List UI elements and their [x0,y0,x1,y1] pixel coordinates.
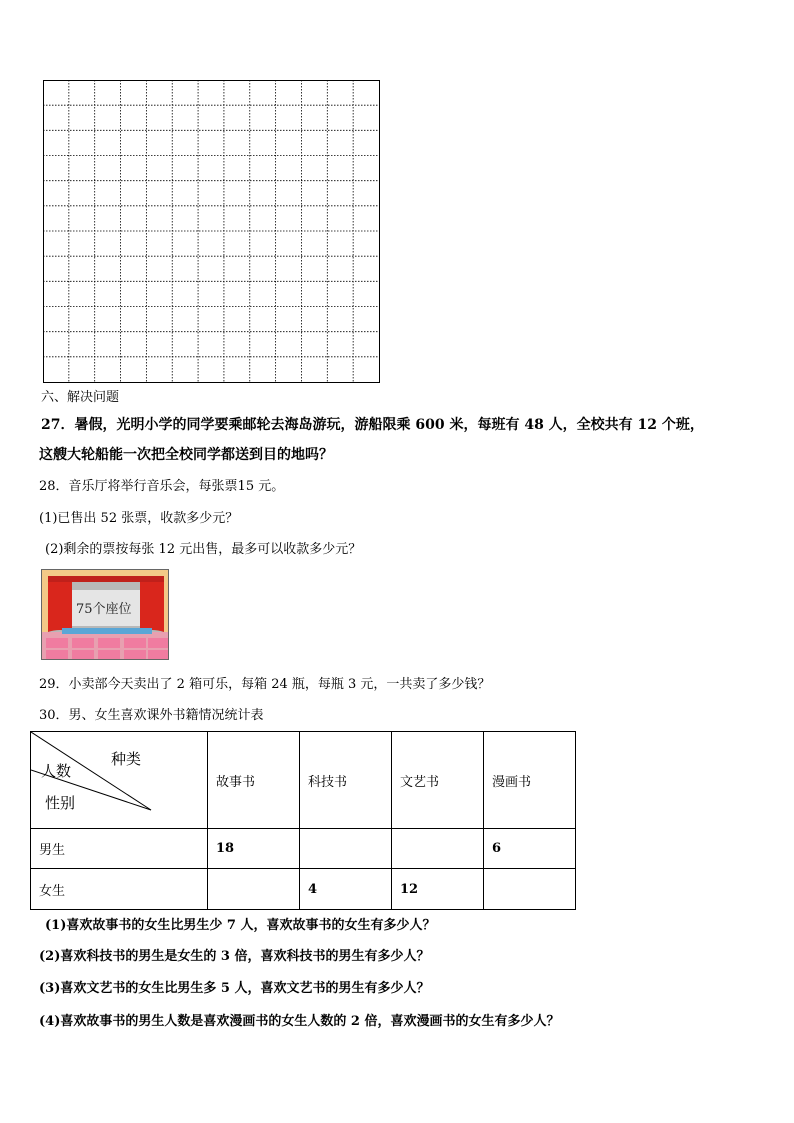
row-label: 女生 [31,869,208,910]
drawing-grid [43,80,380,387]
theater-image [41,569,169,660]
question-30-sub2: (2)喜欢科技书的男生是女生的 3 倍，喜欢科技书的男生有多少人？ [39,949,430,964]
table-cell: 12 [392,869,484,910]
corner-label-count: 人数 [41,762,72,780]
corner-label-gender: 性别 [45,794,76,812]
table-cell [392,829,484,869]
table-cell [484,869,576,910]
table-cell: 4 [300,869,392,910]
column-header: 文艺书 [392,732,484,829]
theater-label: 75个座位 [76,602,132,617]
question-28-sub2: (2)剩余的票按每张 12 元出售，最多可以收款多少元？ [45,542,362,557]
table-cell [208,869,300,910]
table-cell [300,829,392,869]
column-header: 故事书 [208,732,300,829]
column-header: 科技书 [300,732,392,829]
table-row [31,869,576,910]
header-corner-cell [31,732,208,829]
table-row [31,829,576,869]
question-30-sub4: (4)喜欢故事书的男生人数是喜欢漫画书的女生人数的 2 倍，喜欢漫画书的女生有多少人？ [39,1014,560,1029]
question-30-title: 30．男、女生喜欢课外书籍情况统计表 [39,708,264,723]
question-27-line1: 27．暑假，光明小学的同学要乘邮轮去海岛游玩，游船限乘 600 米，每班有 48 人，全校共有 12 个班， [41,417,704,433]
question-27-line2: 这艘大轮船能一次把全校同学都送到目的地吗？ [39,447,333,463]
question-29: 29．小卖部今天卖出了 2 箱可乐，每箱 24 瓶，每瓶 3 元，一共卖了多少钱？ [39,677,491,692]
table-header-row [31,732,576,829]
table-cell: 6 [484,829,576,869]
question-28-sub1: (1)已售出 52 张票，收款多少元？ [39,511,239,526]
question-28-intro: 28．音乐厅将举行音乐会，每张票15 元。 [39,479,285,494]
stats-table [30,731,576,910]
grid-svg [43,80,380,383]
section-title: 六、解决问题 [41,390,120,405]
corner-label-category: 种类 [111,750,142,768]
question-30-sub3: (3)喜欢文艺书的女生比男生多 5 人，喜欢文艺书的男生有多少人？ [39,981,430,996]
column-header: 漫画书 [484,732,576,829]
question-30-sub1: (1)喜欢故事书的女生比男生少 7 人，喜欢故事书的女生有多少人？ [45,918,436,933]
row-label: 男生 [31,829,208,869]
table-cell: 18 [208,829,300,869]
